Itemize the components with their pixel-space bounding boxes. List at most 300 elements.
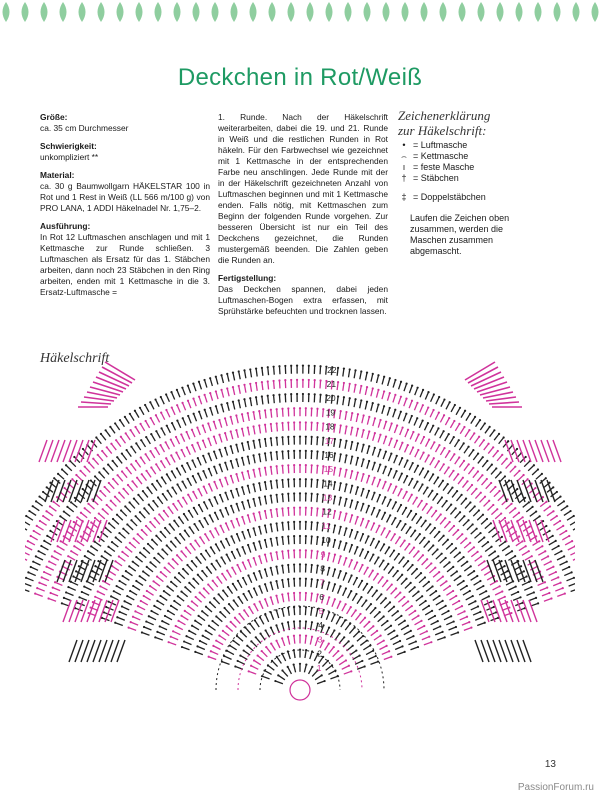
chain-dot — [284, 393, 286, 395]
symbol-legend — [398, 108, 568, 257]
chain-dot — [479, 580, 481, 582]
stitch-mark — [161, 596, 168, 600]
chain-dot — [339, 616, 341, 618]
stitch-mark — [388, 484, 391, 491]
stitch-mark — [68, 587, 75, 590]
chain-dot — [151, 483, 153, 485]
chain-dot — [383, 615, 385, 617]
stitch-mark — [98, 592, 105, 596]
chain-dot — [230, 621, 232, 623]
stitch-mark — [315, 675, 322, 679]
chain-dot — [432, 544, 434, 546]
stitch-mark — [194, 579, 200, 585]
chain-dot — [38, 582, 40, 584]
chain-dot — [238, 399, 240, 401]
chain-dot — [275, 566, 277, 568]
chain-dot — [345, 411, 347, 413]
chain-dot — [167, 610, 169, 612]
chain-dot — [182, 497, 184, 499]
chain-dot — [389, 392, 391, 394]
stitch-mark — [288, 594, 289, 602]
stitch-mark — [471, 607, 478, 610]
chain-dot — [479, 532, 481, 534]
stitch-mark — [377, 375, 379, 383]
stitch-mark — [433, 626, 440, 629]
chain-dot — [494, 550, 496, 552]
chain-dot — [345, 483, 347, 485]
stitch-mark — [211, 547, 215, 554]
stitch-mark — [337, 368, 338, 376]
stitch-mark — [141, 424, 145, 431]
stitch-mark — [484, 571, 491, 575]
chain-dot — [224, 417, 226, 419]
stitch-mark — [393, 487, 396, 494]
chain-dot — [395, 587, 397, 589]
stitch-mark — [204, 487, 207, 494]
round-number: 6 — [319, 591, 324, 602]
stitch-mark — [557, 501, 564, 506]
chain-dot — [379, 509, 381, 511]
chain-dot — [133, 497, 135, 499]
chain-dot — [562, 587, 564, 589]
chain-dot — [382, 559, 384, 561]
chain-dot — [448, 561, 450, 563]
stitch-mark — [370, 555, 374, 562]
chain-dot — [556, 491, 558, 493]
chain-dot — [39, 520, 41, 522]
chain-dot — [220, 540, 222, 542]
stitch-mark — [336, 656, 342, 661]
stitch-mark — [392, 502, 396, 509]
stitch-mark — [214, 467, 217, 474]
chain-dot — [88, 462, 90, 464]
chain-dot — [368, 430, 370, 432]
chain-dot — [324, 680, 326, 682]
stitch-mark — [203, 456, 206, 463]
stitch-mark — [183, 569, 189, 575]
stitch-mark — [136, 461, 141, 468]
chain-dot — [442, 576, 444, 578]
chain-dot — [242, 546, 244, 548]
chain-dot — [293, 450, 295, 452]
chain-dot — [340, 511, 342, 513]
chain-dot — [474, 600, 476, 602]
stitch-mark — [199, 397, 202, 405]
stitch-mark — [130, 414, 134, 421]
chain-dot — [426, 630, 428, 632]
chain-dot — [333, 646, 335, 648]
stitch-mark — [271, 424, 272, 432]
stitch-mark — [409, 548, 414, 554]
stitch-mark — [479, 591, 486, 595]
chain-dot — [46, 535, 48, 537]
stitch-mark — [347, 607, 351, 614]
stitch-mark — [467, 571, 474, 576]
chain-dot — [461, 494, 463, 496]
chain-dot — [455, 626, 457, 628]
stitch-mark — [379, 646, 386, 650]
chain-dot — [163, 510, 165, 512]
chain-dot — [394, 517, 396, 519]
chain-dot — [236, 518, 238, 520]
stitch-mark — [225, 448, 227, 456]
chain-dot — [276, 479, 278, 481]
chain-dot — [293, 635, 295, 637]
stitch-mark — [469, 450, 474, 456]
stitch-mark — [387, 408, 389, 416]
chain-dot — [275, 624, 277, 626]
chain-dot — [75, 570, 77, 572]
chain-dot — [362, 533, 364, 535]
stitch-mark — [237, 519, 240, 527]
leaf-border-decoration — [0, 0, 600, 26]
stitch-mark — [317, 681, 325, 684]
stitch-mark — [189, 511, 193, 518]
stitch-mark — [112, 542, 118, 547]
chain-dot — [401, 442, 403, 444]
chain-dot — [438, 571, 440, 573]
stitch-mark — [248, 560, 251, 567]
chain-dot — [230, 475, 232, 477]
stitch-mark — [242, 487, 244, 495]
stitch-mark — [482, 596, 489, 600]
chain-dot — [416, 402, 418, 404]
stitch-mark — [567, 578, 574, 581]
stitch-mark — [248, 442, 250, 450]
stitch-mark — [173, 559, 179, 565]
chain-dot — [170, 605, 172, 607]
stitch-mark — [372, 448, 374, 456]
stitch-mark — [350, 471, 352, 479]
chain-dot — [340, 468, 342, 470]
chain-dot — [116, 456, 118, 458]
stitch-mark — [250, 369, 251, 377]
stitch-mark — [237, 549, 240, 556]
stitch-mark — [498, 597, 505, 600]
stitch-mark — [199, 382, 201, 390]
chain-dot — [230, 416, 232, 418]
chain-dot — [339, 600, 341, 602]
stitch-mark — [382, 377, 384, 385]
chain-dot — [351, 559, 353, 561]
chain-dot — [275, 537, 277, 539]
stitch-mark — [288, 508, 289, 516]
stitch-mark — [360, 641, 366, 646]
chain-dot — [453, 620, 455, 622]
stitch-mark — [333, 569, 335, 577]
stitch-mark — [384, 657, 392, 660]
chain-dot — [167, 490, 169, 492]
stitch-mark — [455, 606, 462, 610]
chain-dot — [208, 468, 210, 470]
stitch-mark — [395, 616, 401, 621]
chain-dot — [109, 426, 111, 428]
chain-dot — [232, 640, 234, 642]
chain-dot — [348, 640, 350, 642]
stitch-mark — [524, 587, 531, 590]
chain-dot — [181, 402, 183, 404]
chain-dot — [545, 477, 547, 479]
chain-dot — [193, 507, 195, 509]
chain-dot — [185, 547, 187, 549]
chain-dot — [525, 521, 527, 523]
stitch-mark — [371, 374, 373, 382]
stitch-mark — [463, 520, 469, 526]
stitch-mark — [239, 400, 241, 408]
chain-dot — [232, 372, 234, 374]
stitch-mark — [454, 553, 460, 558]
stitch-mark — [317, 423, 318, 431]
chain-dot — [258, 410, 260, 412]
chain-dot — [299, 436, 301, 438]
stitch-mark — [254, 441, 255, 449]
stitch-mark — [446, 591, 453, 595]
chain-dot — [311, 464, 313, 466]
chain-dot — [417, 646, 419, 648]
stitch-mark — [106, 430, 111, 436]
chain-dot — [190, 543, 192, 545]
stitch-mark — [573, 557, 575, 560]
stitch-mark — [450, 548, 456, 553]
stitch-mark — [386, 531, 390, 538]
chain-dot — [416, 568, 418, 570]
stitch-mark — [198, 575, 203, 581]
stitch-mark — [53, 588, 60, 591]
chain-dot — [317, 565, 319, 567]
chain-dot — [176, 483, 178, 485]
stitch-mark — [250, 398, 251, 406]
chain-dot — [518, 470, 520, 472]
stitch-mark — [192, 430, 195, 437]
chain-dot — [430, 641, 432, 643]
stitch-mark — [200, 521, 204, 528]
stitch-mark — [122, 471, 127, 477]
stitch-mark — [339, 527, 341, 535]
chain-dot — [514, 466, 516, 468]
chain-dot — [258, 585, 260, 587]
chain-dot — [132, 616, 134, 618]
chain-dot — [41, 576, 43, 578]
stitch-mark — [409, 401, 412, 408]
stitch-mark — [81, 471, 87, 477]
stitch-mark — [265, 453, 266, 461]
stitch-mark — [248, 413, 249, 421]
chain-dot — [146, 566, 148, 568]
stitch-mark — [53, 502, 59, 507]
chain-dot — [209, 377, 211, 379]
chain-dot — [357, 442, 359, 444]
stitch-mark — [373, 418, 375, 426]
stitch-mark — [119, 493, 124, 499]
stitch-mark — [123, 576, 130, 580]
stitch-mark — [259, 483, 261, 491]
chain-dot — [367, 551, 369, 553]
stitch-mark — [220, 450, 223, 458]
stitch-mark — [449, 526, 454, 532]
chain-dot — [128, 565, 130, 567]
stitch-mark — [239, 371, 241, 379]
chain-dot — [343, 636, 345, 638]
round-number: 22 — [327, 364, 337, 375]
chain-dot — [350, 670, 352, 672]
stitch-mark — [154, 606, 161, 610]
stitch-mark — [404, 399, 407, 407]
stitch-mark — [241, 632, 247, 638]
stitch-mark — [419, 538, 424, 544]
stitch-mark — [455, 458, 460, 465]
chain-dot — [423, 436, 425, 438]
chain-dot — [420, 572, 422, 574]
stitch-mark — [265, 511, 267, 519]
chain-dot — [422, 404, 424, 406]
chain-dot — [490, 546, 492, 548]
chain-dot — [218, 593, 220, 595]
stitch-mark — [71, 582, 78, 585]
chain-dot — [205, 630, 207, 632]
chain-dot — [203, 587, 205, 589]
chain-dot — [394, 533, 396, 535]
stitch-mark — [327, 597, 329, 605]
chain-dot — [510, 462, 512, 464]
stitch-mark — [349, 560, 352, 567]
stitch-mark — [265, 425, 266, 433]
chain-dot — [92, 458, 94, 460]
stitch-mark — [350, 500, 352, 508]
chain-dot — [237, 596, 239, 598]
stitch-mark — [254, 604, 258, 611]
stitch-mark — [107, 447, 112, 453]
chain-dot — [417, 465, 419, 467]
stitch-mark — [372, 493, 375, 500]
chain-dot — [514, 507, 516, 509]
chain-dot — [220, 403, 222, 405]
stitch-mark — [117, 457, 122, 463]
stitch-mark — [121, 437, 126, 444]
chain-dot — [99, 585, 101, 587]
chain-dot — [97, 590, 99, 592]
stitch-mark — [210, 602, 216, 608]
stitch-mark — [168, 491, 172, 498]
legend-label: = feste Masche — [413, 162, 475, 172]
chain-dot — [253, 527, 255, 529]
stitch-mark — [188, 606, 194, 611]
chain-dot — [396, 424, 398, 426]
chain-dot — [400, 411, 402, 413]
stitch-mark — [374, 557, 378, 564]
stitch-mark — [435, 413, 439, 420]
chain-dot — [465, 537, 467, 539]
stitch-mark — [254, 499, 256, 507]
chain-dot — [253, 572, 255, 574]
chain-dot — [390, 468, 392, 470]
stitch-mark — [334, 497, 335, 505]
chain-dot — [247, 485, 249, 487]
stitch-mark — [282, 423, 283, 431]
stitch-mark — [480, 423, 485, 430]
chain-dot — [246, 645, 248, 647]
chain-dot — [276, 494, 278, 496]
chain-dot — [191, 429, 193, 431]
stitch-mark — [451, 405, 455, 412]
chain-dot — [118, 492, 120, 494]
chain-dot — [463, 460, 465, 462]
stitch-mark — [153, 501, 158, 507]
stitch-mark — [419, 577, 425, 582]
stitch-mark — [209, 454, 212, 461]
stitch-mark — [317, 494, 318, 502]
stitch-mark — [223, 591, 228, 597]
stitch-mark — [373, 433, 375, 441]
stitch-mark — [258, 656, 264, 661]
chain-dot — [194, 539, 196, 541]
stitch-mark — [309, 667, 313, 674]
stitch-mark — [425, 524, 430, 530]
stitch-mark — [409, 587, 415, 592]
stitch-mark — [493, 586, 500, 590]
stitch-mark — [438, 536, 443, 542]
chain-dot — [270, 451, 272, 453]
stitch-mark — [227, 626, 233, 631]
stitch-mark — [365, 387, 367, 395]
stitch-mark — [362, 415, 364, 423]
chain-dot — [171, 422, 173, 424]
stitch-mark — [429, 474, 433, 481]
chain-dot — [489, 426, 491, 428]
stitch-mark — [237, 489, 239, 497]
chain-dot — [250, 665, 252, 667]
stitch-mark — [334, 482, 335, 490]
chain-dot — [107, 601, 109, 603]
stitch-mark — [156, 415, 160, 422]
chain-dot — [367, 567, 369, 569]
stitch-mark — [449, 471, 454, 478]
chain-dot — [467, 519, 469, 521]
stitch-mark — [508, 556, 515, 560]
stitch-mark — [372, 478, 375, 486]
stitch-mark — [311, 522, 312, 530]
chain-dot — [528, 501, 530, 503]
stitch-mark — [374, 612, 380, 618]
chain-dot — [299, 464, 301, 466]
chain-dot — [457, 631, 459, 633]
stitch-mark — [434, 478, 438, 485]
chain-dot — [219, 494, 221, 496]
chain-dot — [472, 449, 474, 451]
chain-dot — [157, 553, 159, 555]
stitch-mark — [114, 591, 121, 595]
stitch-mark — [161, 397, 164, 404]
stitch-mark — [116, 538, 122, 543]
stitch-mark — [399, 382, 401, 390]
chain-dot — [165, 441, 167, 443]
chain-dot — [293, 421, 295, 423]
chain-dot — [275, 640, 277, 642]
chain-dot — [61, 602, 63, 604]
chain-dot — [520, 565, 522, 567]
stitch-mark — [340, 411, 341, 419]
chain-dot — [276, 422, 278, 424]
stitch-mark — [242, 458, 244, 466]
stitch-mark — [490, 581, 497, 585]
stitch-mark — [166, 458, 170, 465]
chain-dot — [366, 583, 368, 585]
stitch-mark — [215, 513, 218, 520]
chain-dot — [420, 516, 422, 518]
stitch-mark — [265, 569, 267, 577]
chain-dot — [230, 445, 232, 447]
stitch-mark — [490, 487, 496, 493]
chain-dot — [116, 514, 118, 516]
